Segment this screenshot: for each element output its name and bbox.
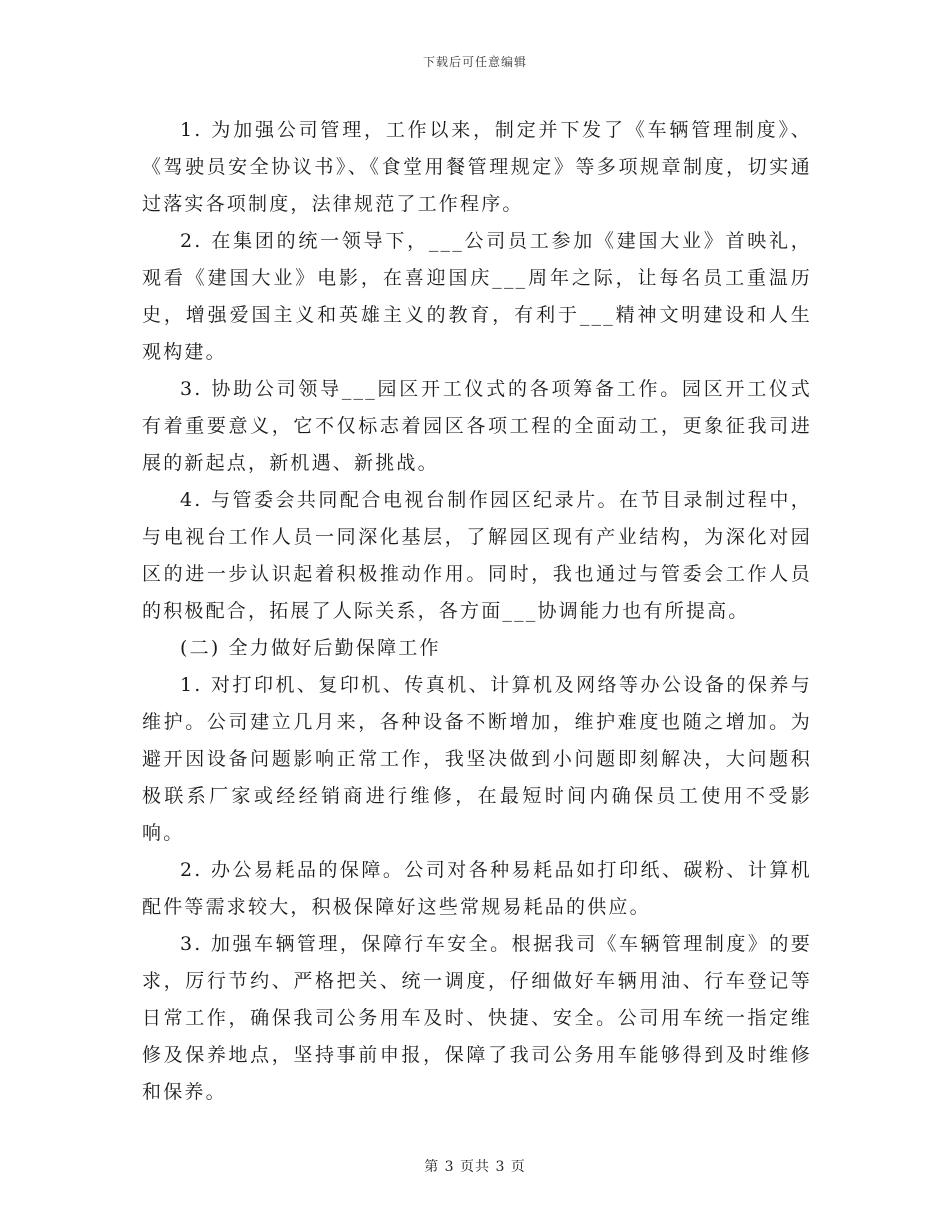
paragraph: 3. 协助公司领导___园区开工仪式的各项筹备工作。园区开工仪式有着重要意义，它不仅标志着园区各项工程的全面动工，更象征我司进展的新起点，新机遇、新挑战。 [142, 378, 812, 474]
paragraph: 4. 与管委会共同配合电视台制作园区纪录片。在节目录制过程中，与电视台工作人员一同深化基层，了解园区现有产业结构，为深化对园区的进一步认识起着积极推动作用。同时，我也通过与管委会工作人员的积极配合，拓展了人际关系，各方面___协调能力也有所提高。 [142, 489, 812, 622]
paragraph: 1. 对打印机、复印机、传真机、计算机及网络等办公设备的保养与维护。公司建立几月来，各种设备不断增加，维护难度也随之增加。为避开因设备问题影响正常工作，我坚决做到小问题即刻解决，大问题积极联系厂家或经经销商进行维修，在最短时间内确保员工使用不受影响。 [142, 674, 812, 844]
paragraph: 1. 为加强公司管理，工作以来，制定并下发了《车辆管理制度》、《驾驶员安全协议书》、《食堂用餐管理规定》等多项规章制度，切实通过落实各项制度，法律规范了工作程序。 [142, 119, 812, 215]
section-heading: (二) 全力做好后勤保障工作 [180, 637, 441, 659]
page-header: 下载后可任意编辑 [422, 55, 527, 69]
paragraph: 3. 加强车辆管理，保障行车安全。根据我司《车辆管理制度》的要求，厉行节约、严格把关、统一调度，仔细做好车辆用油、行车登记等日常工作，确保我司公务用车及时、快捷、安全。公司用车统一指定维修及保养地点，坚持事前申报，保障了我司公务用车能够得到及时维修和保养。 [142, 933, 812, 1103]
paragraph: 2. 办公易耗品的保障。公司对各种易耗品如打印纸、碳粉、计算机配件等需求较大，积极保障好这些常规易耗品的供应。 [142, 859, 812, 918]
page-footer: 第 3 页共 3 页 [424, 1159, 526, 1175]
document-body [142, 112, 812, 1111]
paragraph: 2. 在集团的统一领导下，___公司员工参加《建国大业》首映礼，观看《建国大业》电影，在喜迎国庆___周年之际，让每名员工重温历史，增强爱国主义和英雄主义的教育，有利于___精神文明建设和人生观构建。 [142, 230, 812, 363]
